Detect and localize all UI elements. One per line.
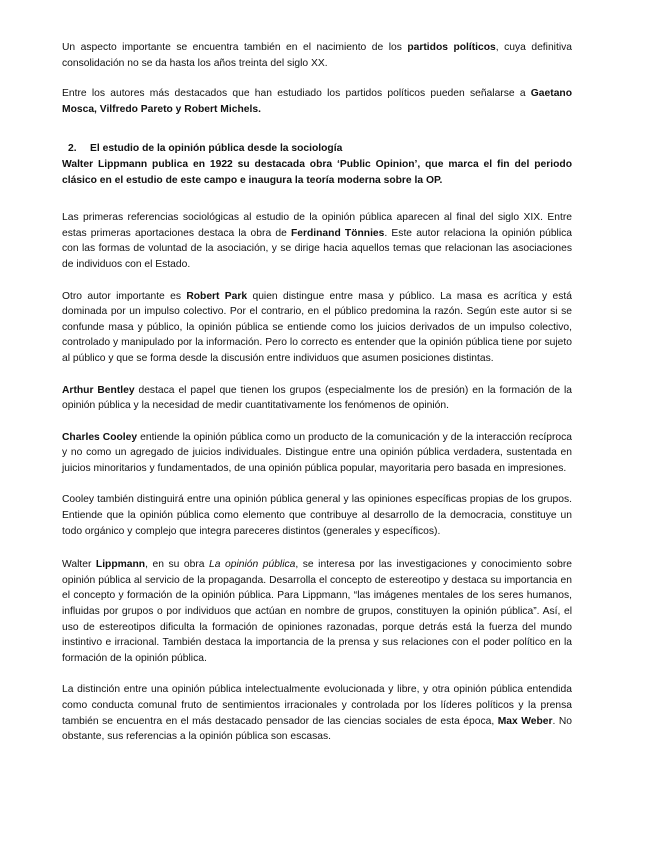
paragraph-weber <box>62 682 572 744</box>
paragraph-text: Walter <box>62 559 96 571</box>
italic-title: La opinión pública <box>209 559 296 571</box>
section-number: 2. <box>68 143 77 155</box>
bold-term: Max Weber <box>497 715 553 727</box>
document-page <box>62 40 572 745</box>
bold-term: Robert Park <box>186 290 248 302</box>
paragraph-text: Un aspecto importante se encuentra también en el nacimiento de los <box>62 42 408 53</box>
bold-term: Gaetano Mosca, Vilfredo Pareto y Robert Michels. <box>62 88 572 115</box>
paragraph-lippmann-intro <box>62 157 572 188</box>
paragraph-text: destaca el papel que tienen los grupos (especialmente los de presión) en la formación de la opinión pública y la necesidad de medir cuantitativamente los fenómenos de opinión. <box>62 384 572 412</box>
paragraph-text: , se interesa por las investigaciones y conocimiento sobre opinión pública al servicio de la propaganda. Desarrolla el concepto de estereotipo y destaca su importancia en el concepto y formación de la opinión pública. Para Lippmann, “las imágenes mentales de los seres humanos, influidas por grupos o por individuos que actúan en nombre de grupos, constituyen la opinión pública”. Así, el uso de estereotipos dificulta la formación de opiniones razonadas, porque detrás está la fuerza del mundo instintivo e irracional. También destaca la importancia de la prensa y sus relaciones con el poder político en la formación de la opinión pública. <box>62 559 573 664</box>
bold-term: partidos políticos <box>407 42 496 53</box>
paragraph-text: . Este autor relaciona la opinión pública con las formas de voluntad de la asociación, y se dirige hacia aquellos temas que relacionan las asociaciones de individuos con el Estado. <box>62 227 572 270</box>
bold-term: Charles Cooley <box>62 431 138 443</box>
paragraph-text: , cuya definitiva consolidación no se da hasta los años treinta del siglo XX. <box>62 42 572 69</box>
paragraph-cooley <box>62 430 572 477</box>
paragraph-text: Cooley también distinguirá entre una opinión pública general y las opiniones específicas propias de los grupos. Entiende que la opinión pública como elemento que contribuye al desarrollo de la democracia, constituye un todo orgánico y complejo que integra pareceres distintos (generales y específicos). <box>62 494 572 537</box>
paragraph-partidos <box>62 40 572 71</box>
paragraph-autores <box>62 86 572 117</box>
bold-term: Lippmann <box>95 559 146 571</box>
section-heading <box>62 141 572 157</box>
paragraph-text: . No obstante, sus referencias a la opinión pública son escasas. <box>62 715 572 743</box>
paragraph-text: Las primeras referencias sociológicas al estudio de la opinión pública aparecen al final del siglo XIX. Entre estas primeras aportaciones destaca la obra de <box>62 212 572 239</box>
paragraph-text: Entre los autores más destacados que han estudiado los partidos políticos pueden señalarse a <box>62 88 531 100</box>
paragraph-text: Walter Lippmann publica en 1922 su destacada obra ‘Public Opinion’, que marca el fin del periodo clásico en el estudio de este campo e inaugura la teoría moderna sobre la OP. <box>62 158 572 186</box>
section-title: El estudio de la opinión pública desde la sociología <box>90 143 343 155</box>
paragraph-park <box>62 289 572 367</box>
bold-term: Ferdinand Tönnies <box>290 227 385 239</box>
bold-term: Arthur Bentley <box>62 384 135 396</box>
paragraph-text: entiende la opinión pública como un producto de la comunicación y de la interacción recíproca y no como un agregado de juicios individuales. Distingue entre una opinión pública verdadera, sustentada en juicios minoritarios y fundamentados, de una opinión pública popular, mayoritaria pero basada en impresiones. <box>62 431 572 474</box>
paragraph-lippmann <box>62 557 572 666</box>
paragraph-text: quien distingue entre masa y público. La masa es acrítica y está dominada por un impulso colectivo. Por el contrario, en el público predomina la razón. Según este autor si se confunde masa y público, la opinión pública se entiende como los juicios derivados de un impulso colectivo, controlado y manipulado por la información. Pero lo correcto es entender que la opinión pública tiene por sujeto al público y que se forma desde la discusión entre individuos que asumen posiciones distintas. <box>62 290 572 364</box>
paragraph-text: , en su obra <box>145 559 210 571</box>
paragraph-text: Otro autor importante es <box>62 290 187 302</box>
paragraph-bentley <box>62 383 572 414</box>
paragraph-text: La distinción entre una opinión pública intelectualmente evolucionada y libre, y otra opinión pública entendida como conducta comunal fruto de sentimientos irracionales y controlada por los líderes políticos y la prensa también se encuentra en el más destacado pensador de las ciencias sociales de esta época, <box>62 684 572 727</box>
paragraph-tonnies <box>62 210 572 272</box>
paragraph-cooley-2 <box>62 492 572 539</box>
